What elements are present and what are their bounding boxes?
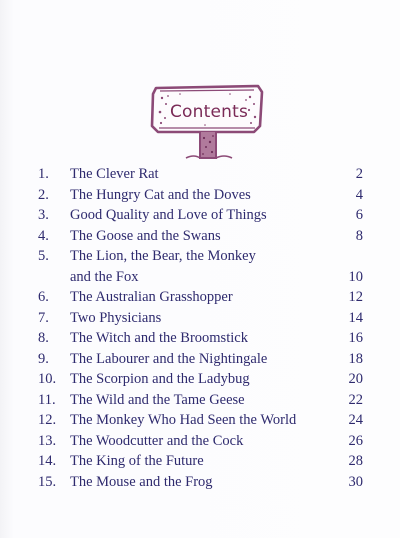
contents-signpost [150,82,268,162]
toc-entry[interactable] [0,431,400,451]
toc-entry-title: The Hungry Cat and the Doves [70,187,251,203]
toc-entry-number: 10. [38,371,57,387]
toc-entry-title: The Wild and the Tame Geese [70,392,245,408]
toc-entry-page: 10 [348,269,363,285]
toc-entry-number: 12. [38,412,57,428]
toc-entry-page: 22 [348,392,363,408]
toc-entry[interactable] [0,185,400,205]
toc-entry-number: 9. [38,351,49,367]
toc-entry-page: 2 [355,166,363,182]
toc-entry-title: The King of the Future [70,453,204,469]
toc-entry-page: 6 [355,207,363,223]
toc-entry-number: 11. [38,392,56,408]
toc-entry-page: 26 [348,433,363,449]
toc-entry-title: Good Quality and Love of Things [70,207,267,223]
toc-entry-number: 8. [38,330,49,346]
toc-entry-page: 12 [348,289,363,305]
toc-entry-number: 13. [38,433,57,449]
toc-entry-title: The Labourer and the Nightingale [70,351,268,367]
toc-entry-title: The Australian Grasshopper [70,289,233,305]
toc-entry-page: 20 [348,371,363,387]
toc-entry-page: 18 [348,351,363,367]
toc-entry-title: The Mouse and the Frog [70,474,213,490]
toc-entry-page: 24 [348,412,363,428]
toc-entry-title: The Woodcutter and the Cock [70,433,244,449]
toc-entry-number: 14. [38,453,57,469]
toc-entry-page: 14 [348,310,363,326]
toc-entry-page: 4 [355,187,363,203]
toc-entry[interactable] [0,349,400,369]
contents-heading: Contents [169,102,249,122]
toc-entry-number: 15. [38,474,57,490]
toc-entry-number: 5. [38,248,49,264]
toc-entry-title: The Witch and the Broomstick [70,330,248,346]
toc-entry-number: 2. [38,187,49,203]
toc-entry-number: 6. [38,289,49,305]
toc-entry[interactable] [0,369,400,389]
toc-entry-title: The Clever Rat [70,166,159,182]
toc-entry-number: 7. [38,310,49,326]
toc-entry-page: 16 [348,330,363,346]
toc-entry[interactable] [0,308,400,328]
toc-entry[interactable] [0,226,400,246]
toc-entry-number: 3. [38,207,49,223]
toc-entry[interactable] [0,328,400,348]
toc-entry[interactable] [0,390,400,410]
toc-entry-title: The Lion, the Bear, the Monkey [70,248,256,264]
toc-entry-title-line2: and the Fox [70,269,139,285]
toc-entry-page: 8 [355,228,363,244]
toc-entry-page: 30 [348,474,363,490]
toc-entry-title: Two Physicians [70,310,162,326]
toc-entry-title: The Scorpion and the Ladybug [70,371,250,387]
wooden-signpost-icon [150,82,268,162]
toc-entry-number: 1. [38,166,49,182]
toc-entry[interactable] [0,472,400,492]
toc-entry[interactable] [0,164,400,184]
toc-entry[interactable] [0,410,400,430]
toc-entry-title: The Goose and the Swans [70,228,221,244]
toc-entry[interactable] [0,246,400,266]
toc-entry-continuation[interactable] [0,267,400,287]
toc-entry[interactable] [0,451,400,471]
toc-entry[interactable] [0,205,400,225]
toc-entry-number: 4. [38,228,49,244]
toc-entry-title: The Monkey Who Had Seen the World [70,412,297,428]
toc-entry-page: 28 [348,453,363,469]
toc-entry[interactable] [0,287,400,307]
